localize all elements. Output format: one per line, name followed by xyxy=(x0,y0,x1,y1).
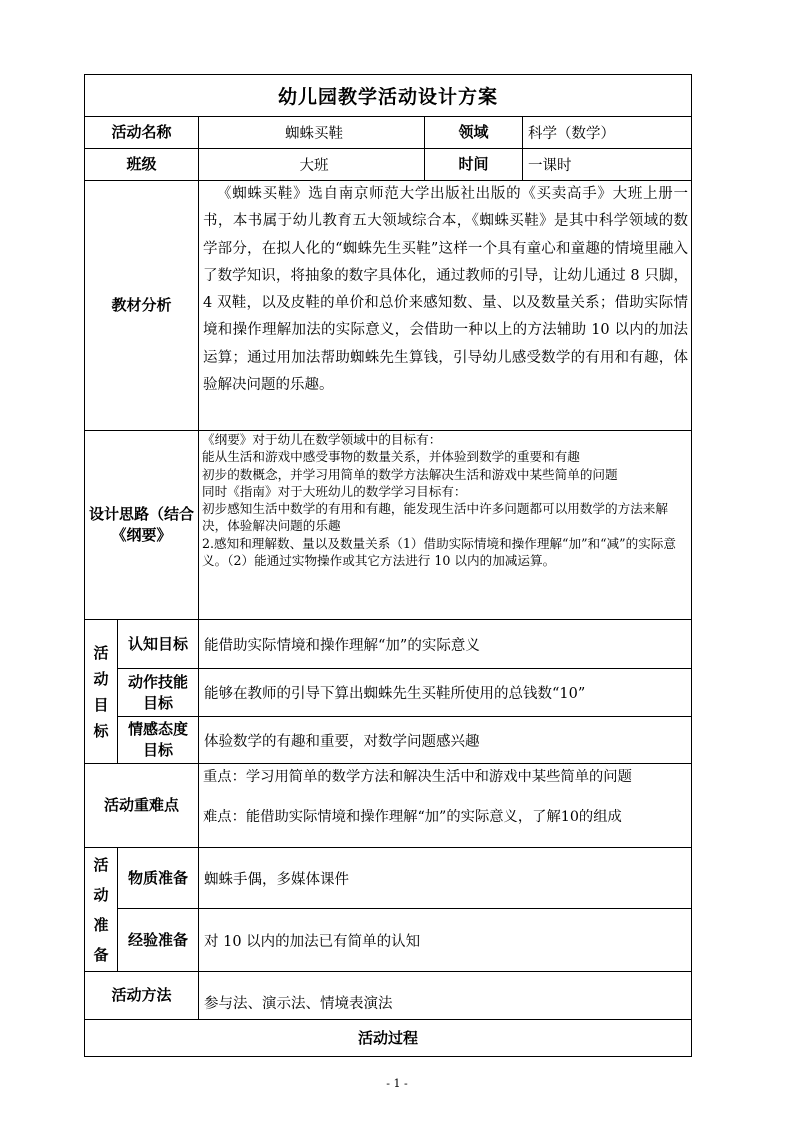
method-value: 参与法、演示法、情境表演法 xyxy=(199,972,692,1020)
time-value: 一课时 xyxy=(523,149,692,181)
key-points-row xyxy=(85,764,692,848)
header-row-class xyxy=(85,149,692,181)
key-points-text xyxy=(199,764,692,848)
process-label: 活动过程 xyxy=(85,1020,692,1057)
material-prep-value: 蜘蛛手偶，多媒体课件 xyxy=(199,848,692,909)
activity-name-value: 蜘蛛买鞋 xyxy=(199,117,425,149)
key-point-difficulty: 难点：能借助实际情境和操作理解“加”的实际意义，了解10的组成 xyxy=(203,809,622,825)
design-idea-text xyxy=(199,431,692,620)
emotion-goal-label: 情感态度目标 xyxy=(118,717,199,764)
prep-group-label: 活 动 准 备 xyxy=(85,848,118,972)
class-value: 大班 xyxy=(199,149,425,181)
prep-row-material xyxy=(85,848,692,909)
emotion-goal-value: 体验数学的有趣和重要，对数学问题感兴趣 xyxy=(199,717,692,764)
header-row-activity xyxy=(85,117,692,149)
material-prep-label: 物质准备 xyxy=(118,848,199,909)
design-idea-line: 2.感知和理解数、量以及数量关系（1）借助实际情境和操作理解“加”和“减”的实际意义。（2）能通过实物操作或其它方法进行 10 以内的加减运算。 xyxy=(202,535,676,569)
design-idea-line: 初步的数概念，并学习用简单的数学方法解决生活和游戏中某些简单的问题 xyxy=(202,466,618,482)
design-idea-line: 同时《指南》对于大班幼儿的数学学习目标有： xyxy=(202,483,467,499)
design-idea-label: 设计思路（结合《纲要》 xyxy=(85,431,199,620)
domain-label: 领域 xyxy=(425,117,523,149)
prep-row-experience xyxy=(85,909,692,972)
process-row xyxy=(85,1020,692,1057)
activity-name-label: 活动名称 xyxy=(85,117,199,149)
material-analysis-label: 教材分析 xyxy=(85,181,199,431)
material-analysis-text: 《蜘蛛买鞋》选自南京师范大学出版社出版的《买卖高手》大班上册一书，本书属于幼儿教育五大领域综合本，《蜘蛛买鞋》是其中科学领域的数学部分，在拟人化的“蜘蛛先生买鞋”这样一个具有童心和童趣的情境里融入了数学知识，将抽象的数字具体化，通过教师的引导，让幼儿通过 8 只脚，4 双鞋，以及皮鞋的单价和总价来感知数、量、以及数量关系；借助实际情境和操作理解加法的实际意义，会借助一种以上的方法辅助 10 以内的加法运算；通过用加法帮助蜘蛛先生算钱，引导幼儿感受数学的有用和有趣，体验解决问题的乐趣。 xyxy=(199,181,692,431)
lesson-plan-table xyxy=(84,74,692,1057)
time-label: 时间 xyxy=(425,149,523,181)
design-idea-line: 《纲要》对于幼儿在数学领域中的目标有： xyxy=(202,432,442,447)
goal-row-emotion xyxy=(85,717,692,764)
experience-prep-value: 对 10 以内的加法已有简单的认知 xyxy=(199,909,692,972)
key-point-focus: 重点：学习用简单的数学方法和解决生活中和游戏中某些简单的问题 xyxy=(203,769,632,785)
design-idea-line: 能从生活和游戏中感受事物的数量关系，并体验到数学的重要和有趣 xyxy=(202,449,580,465)
document-title: 幼儿园教学活动设计方案 xyxy=(85,75,692,117)
method-label: 活动方法 xyxy=(85,972,199,1020)
page-number: - 1 - xyxy=(386,1077,408,1090)
method-row xyxy=(85,972,692,1020)
skill-goal-value: 能够在教师的引导下算出蜘蛛先生买鞋所使用的总钱数“10” xyxy=(199,669,692,717)
domain-value: 科学（数学） xyxy=(523,117,692,149)
goal-row-skill xyxy=(85,669,692,717)
material-analysis-row xyxy=(85,181,692,431)
cognitive-goal-label: 认知目标 xyxy=(118,620,199,669)
goal-row-cognitive xyxy=(85,620,692,669)
key-points-label: 活动重难点 xyxy=(85,764,199,848)
skill-goal-label: 动作技能目标 xyxy=(118,669,199,717)
goals-group-label: 活 动 目 标 xyxy=(85,620,118,764)
class-label: 班级 xyxy=(85,149,199,181)
design-idea-line: 初步感知生活中数学的有用和有趣，能发现生活中许多问题都可以用数学的方法来解决，体验解决问题的乐趣 xyxy=(202,501,668,534)
design-idea-row xyxy=(85,431,692,620)
experience-prep-label: 经验准备 xyxy=(118,909,199,972)
cognitive-goal-value: 能借助实际情境和操作理解“加”的实际意义 xyxy=(199,620,692,669)
